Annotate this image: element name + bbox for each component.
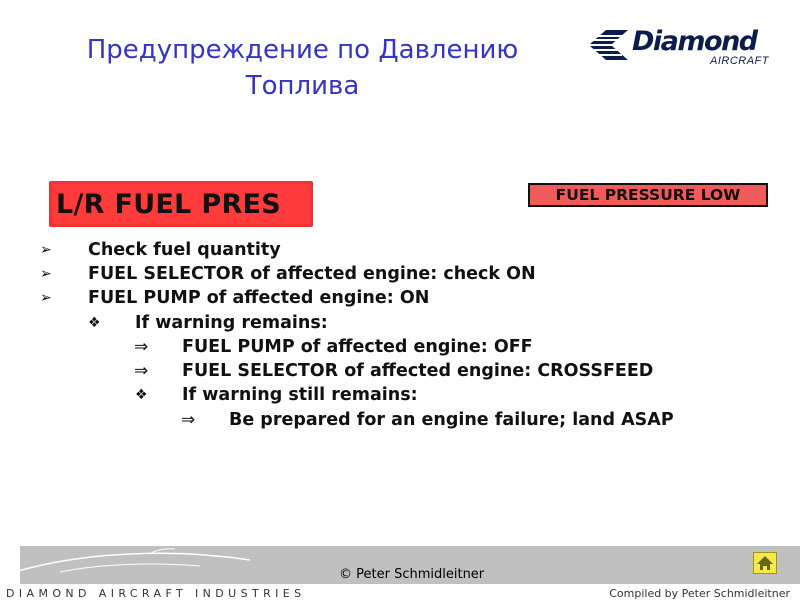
checklist-item: Check fuel quantity <box>88 240 281 260</box>
home-button[interactable] <box>753 552 777 574</box>
diamond-bullet-icon: ❖ <box>135 387 148 403</box>
warning-annunciator <box>528 183 768 207</box>
arrow-bullet-icon: ➢ <box>40 266 52 282</box>
implies-arrow-icon: ⇒ <box>134 361 149 381</box>
checklist-item: If warning still remains: <box>182 385 418 405</box>
checklist-item: FUEL SELECTOR of affected engine: check ON <box>88 264 536 284</box>
caution-annunciator-label: L/R FUEL PRES <box>56 189 282 220</box>
logo-name: Diamond <box>632 26 757 57</box>
diamond-bullet-icon: ❖ <box>88 315 101 331</box>
diamond-stripes-logo-icon <box>586 28 632 68</box>
checklist-item: FUEL SELECTOR of affected engine: CROSSFEED <box>182 361 654 381</box>
page-title-line2: Топлива <box>245 71 360 101</box>
implies-arrow-icon: ⇒ <box>181 410 196 430</box>
aircraft-silhouette-icon <box>0 546 260 584</box>
arrow-bullet-icon: ➢ <box>40 242 52 258</box>
checklist-item: FUEL PUMP of affected engine: ON <box>88 288 430 308</box>
page-title-line1: Предупреждение по Давлению <box>86 35 519 65</box>
caution-annunciator <box>49 181 313 227</box>
checklist-item: FUEL PUMP of affected engine: OFF <box>182 337 533 357</box>
home-icon <box>754 553 776 573</box>
footer-compiled-by: Compiled by Peter Schmidleitner <box>609 587 790 600</box>
checklist-item: Be prepared for an engine failure; land ASAP <box>229 410 674 430</box>
checklist-item: If warning remains: <box>135 313 328 333</box>
arrow-bullet-icon: ➢ <box>40 290 52 306</box>
footer <box>0 546 800 600</box>
page-title <box>30 32 575 104</box>
footer-copyright: © Peter Schmidleitner <box>339 567 485 582</box>
implies-arrow-icon: ⇒ <box>134 337 149 357</box>
warning-annunciator-label: FUEL PRESSURE LOW <box>555 186 741 204</box>
diamond-logo <box>586 26 782 72</box>
footer-company-name: DIAMOND AIRCRAFT INDUSTRIES <box>6 587 306 600</box>
logo-subtitle: AIRCRAFT <box>710 55 769 67</box>
